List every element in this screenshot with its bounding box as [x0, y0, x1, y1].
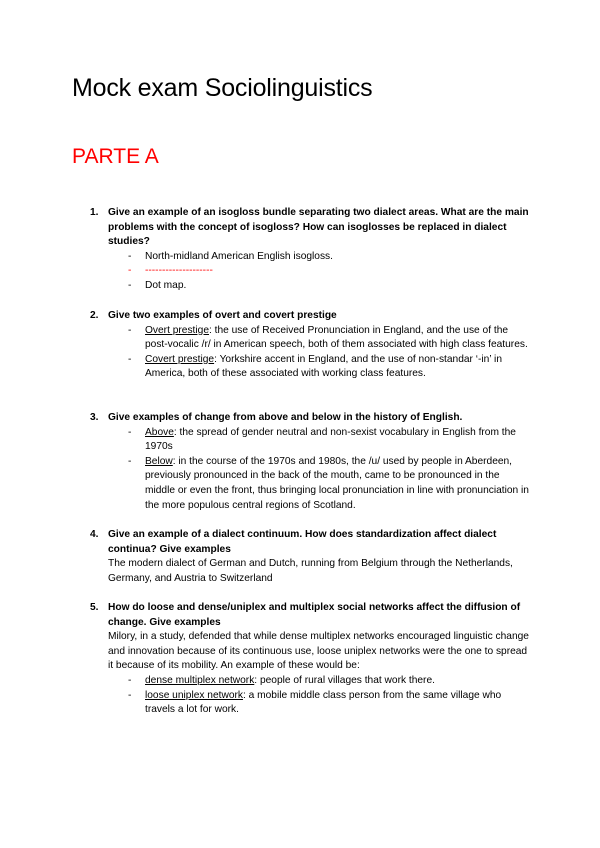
question-number: 2. [90, 310, 99, 321]
question-text: How do loose and dense/uniplex and multiplex social networks affect the diffusion of change. Give examples [108, 602, 521, 628]
list-item: - loose uniplex network: a mobile middle class person from the same village who travels a lot for work. [128, 689, 502, 716]
answer-text: Dot map. [145, 279, 187, 291]
question-number: 1. [90, 207, 99, 218]
answer-text: : Yorkshire accent in England, and the use of non-standar ‘-in’ in America, both of these associated with working class features. [145, 353, 502, 380]
question-text: Give an example of a dialect continuum. How does standardization affect dialect continua? Give examples [108, 529, 497, 555]
list-item: - Overt prestige: the use of Received Pronunciation in England, and the use of the post-vocalic /r/ in American speech, both of them associated with high class features. [128, 324, 528, 351]
term: Overt prestige [145, 324, 209, 336]
term: Above [145, 426, 174, 438]
answer-list [90, 324, 530, 382]
term: loose uniplex network [145, 689, 243, 701]
term: Covert prestige [145, 353, 215, 365]
question-text: Give two examples of overt and covert prestige [108, 310, 337, 321]
answer-list [90, 674, 530, 718]
question-4 [90, 528, 530, 586]
list-item: - dense multiplex network: people of rural villages that work there. [128, 674, 435, 686]
question-3 [90, 411, 530, 513]
answer-text: : the use of Received Pronunciation in England, and the use of the post-vocalic /r/ in American speech, both of them associated with high class features. [145, 324, 528, 351]
answer-placeholder: -------------------- [145, 265, 213, 277]
question-text: Give examples of change from above and below in the history of English. [108, 412, 463, 423]
question-1 [90, 206, 530, 294]
answer-text: : a mobile middle class person from the same village who travels a lot for work. [145, 689, 502, 716]
question-number: 4. [90, 529, 99, 540]
question-number: 5. [90, 602, 99, 613]
term: Below [145, 455, 173, 467]
answer-text: : in the course of the 1970s and 1980s, the /u/ used by people in Aberdeen, previously pronounced in the back of the mouth, came to be pronounced in the middle or even the front, thus bringing local pronunciation in line with pronunciation in the more populous central regions of Scotland. [145, 455, 529, 511]
question-2 [90, 309, 530, 382]
answer-text: The modern dialect of German and Dutch, running from Belgium through the Netherlands, Germany, and Austria to Switzerland [108, 558, 513, 584]
question-5 [90, 601, 530, 718]
list-item: - Below: in the course of the 1970s and 1980s, the /u/ used by people in Aberdeen, previously pronounced in the back of the mouth, came to be pronounced in the middle or even the front, thus bringing local pronunciation in line with pronunciation in the more populous central regions of Scotland. [128, 455, 529, 511]
answer-list [90, 250, 530, 294]
answer-text: Milory, in a study, defended that while dense multiplex networks encouraged linguistic change and innovation because of its continuous use, loose uniplex networks were the one to spread it because of its mobility. An example of these would be: [108, 631, 529, 672]
list-item: - -------------------- [128, 264, 530, 279]
question-text: Give an example of an isogloss bundle separating two dialect areas. What are the main problems with the concept of isogloss? How can isoglosses be replaced in dialect studies? [108, 207, 529, 248]
question-number: 3. [90, 412, 99, 423]
list-item: - Covert prestige: Yorkshire accent in England, and the use of non-standar ‘-in’ in America, both of these associated with working class features. [128, 353, 502, 380]
list-item: - North-midland American English isogloss. [128, 250, 530, 265]
list-item: - Above: the spread of gender neutral and non-sexist vocabulary in English from the 1970s [128, 426, 516, 453]
page-title: Mock exam Sociolinguistics [72, 74, 373, 102]
term: dense multiplex network [145, 674, 255, 686]
section-heading: PARTE A [72, 145, 159, 168]
answer-text: : people of rural villages that work there. [254, 674, 435, 686]
answer-list [90, 426, 530, 514]
answer-text: North-midland American English isogloss. [145, 250, 333, 262]
list-item: - Dot map. [128, 279, 530, 294]
answer-text: : the spread of gender neutral and non-sexist vocabulary in English from the 1970s [145, 426, 516, 453]
